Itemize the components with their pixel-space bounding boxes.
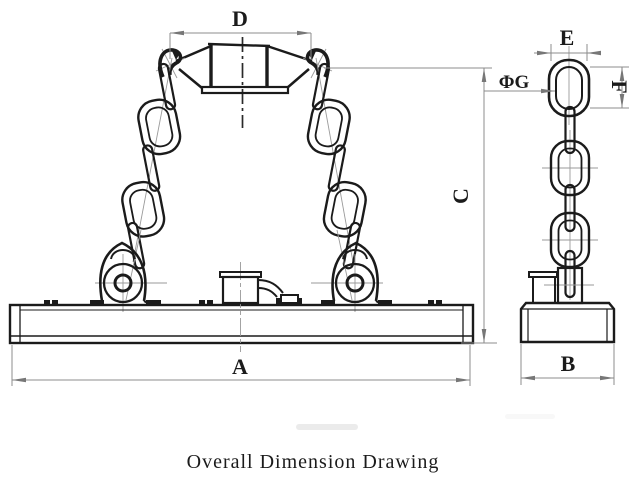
dim-label-f: F (607, 80, 632, 94)
magnet-beam-front (10, 300, 473, 343)
conduit-flange (281, 295, 298, 303)
faint-smudge (296, 414, 555, 430)
lifting-bracket (156, 37, 332, 128)
magnet-beam-side (521, 303, 614, 342)
dimension-phi-g (484, 72, 555, 93)
left-chain (119, 58, 183, 269)
dim-label-phi-g: ΦG (498, 72, 530, 93)
dim-label-c: C (448, 188, 473, 204)
master-link (549, 46, 589, 125)
dimension-d (170, 6, 311, 59)
dim-label-b: B (560, 351, 576, 376)
dimension-f (590, 67, 632, 108)
right-chain (305, 58, 369, 269)
left-shackle (91, 230, 167, 312)
side-junction-box (529, 272, 557, 303)
drawing-caption: Overall Dimension Drawing (186, 451, 440, 473)
dim-label-e: E (559, 25, 575, 50)
front-view (10, 6, 497, 386)
dimension-a (12, 345, 470, 386)
dimension-b (521, 344, 614, 385)
dim-label-a: A (232, 354, 248, 379)
side-view (484, 25, 632, 385)
dim-label-d: D (232, 6, 248, 31)
dimension-e (534, 25, 597, 61)
junction-box (220, 262, 302, 352)
